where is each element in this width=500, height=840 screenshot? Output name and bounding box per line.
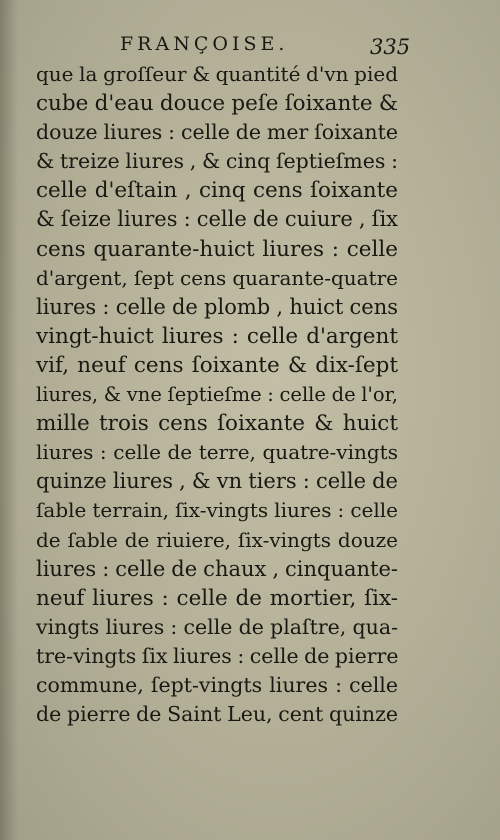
text-line: de pierre de Saint Leu, cent quinze: [36, 702, 398, 727]
body-text: [36, 60, 398, 729]
text-line: de ſable de riuiere, ſix-vingts douze: [36, 527, 398, 552]
text-line: que la groſſeur & quantité d'vn pied: [36, 62, 398, 86]
text-line: mille trois cens ſoixante & huict: [36, 411, 398, 437]
text-line: commune, ſept-vingts liures : celle: [36, 672, 398, 697]
text-line: cens quarante-huict liures : celle: [36, 236, 398, 262]
text-line: neuf liures : celle de mortier, ſix-: [36, 585, 398, 611]
text-line: liures : celle de chaux , cinquante-: [36, 556, 398, 581]
text-line: ſable terrain, ſix-vingts liures : celle: [36, 498, 398, 523]
text-line: vingts liures : celle de plaſtre, qua-: [36, 614, 398, 639]
text-line: vif, neuf cens ſoixante & dix-ſept: [36, 352, 398, 378]
text-line: liures : celle de plomb , huict cens: [36, 294, 398, 319]
text-line: liures, & vne ſeptieſme : celle de l'or,: [36, 383, 398, 407]
running-head: FRANÇOISE.: [120, 33, 289, 55]
page-header: [36, 30, 411, 64]
text-line: & treize liures , & cinq ſeptieſmes :: [36, 149, 398, 174]
text-line: tre-vingts ſix liures : celle de pierre: [36, 643, 399, 668]
text-line: quinze liures , & vn tiers : celle de: [36, 469, 398, 494]
page-number: 335: [370, 35, 411, 59]
text-line: & ſeize liures : celle de cuiure , ſix: [36, 207, 398, 232]
text-line: cube d'eau douce peſe ſoixante &: [36, 91, 398, 117]
text-line: vingt-huict liures : celle d'argent: [36, 323, 398, 349]
gutter-shadow: [0, 0, 18, 840]
text-line: liures : celle de terre, quatre-vingts: [36, 440, 398, 465]
text-line: celle d'eſtain , cinq cens ſoixante: [36, 178, 398, 204]
text-line: douze liures : celle de mer ſoixante: [36, 120, 398, 145]
text-line: d'argent, ſept cens quarante-quatre: [36, 265, 398, 290]
